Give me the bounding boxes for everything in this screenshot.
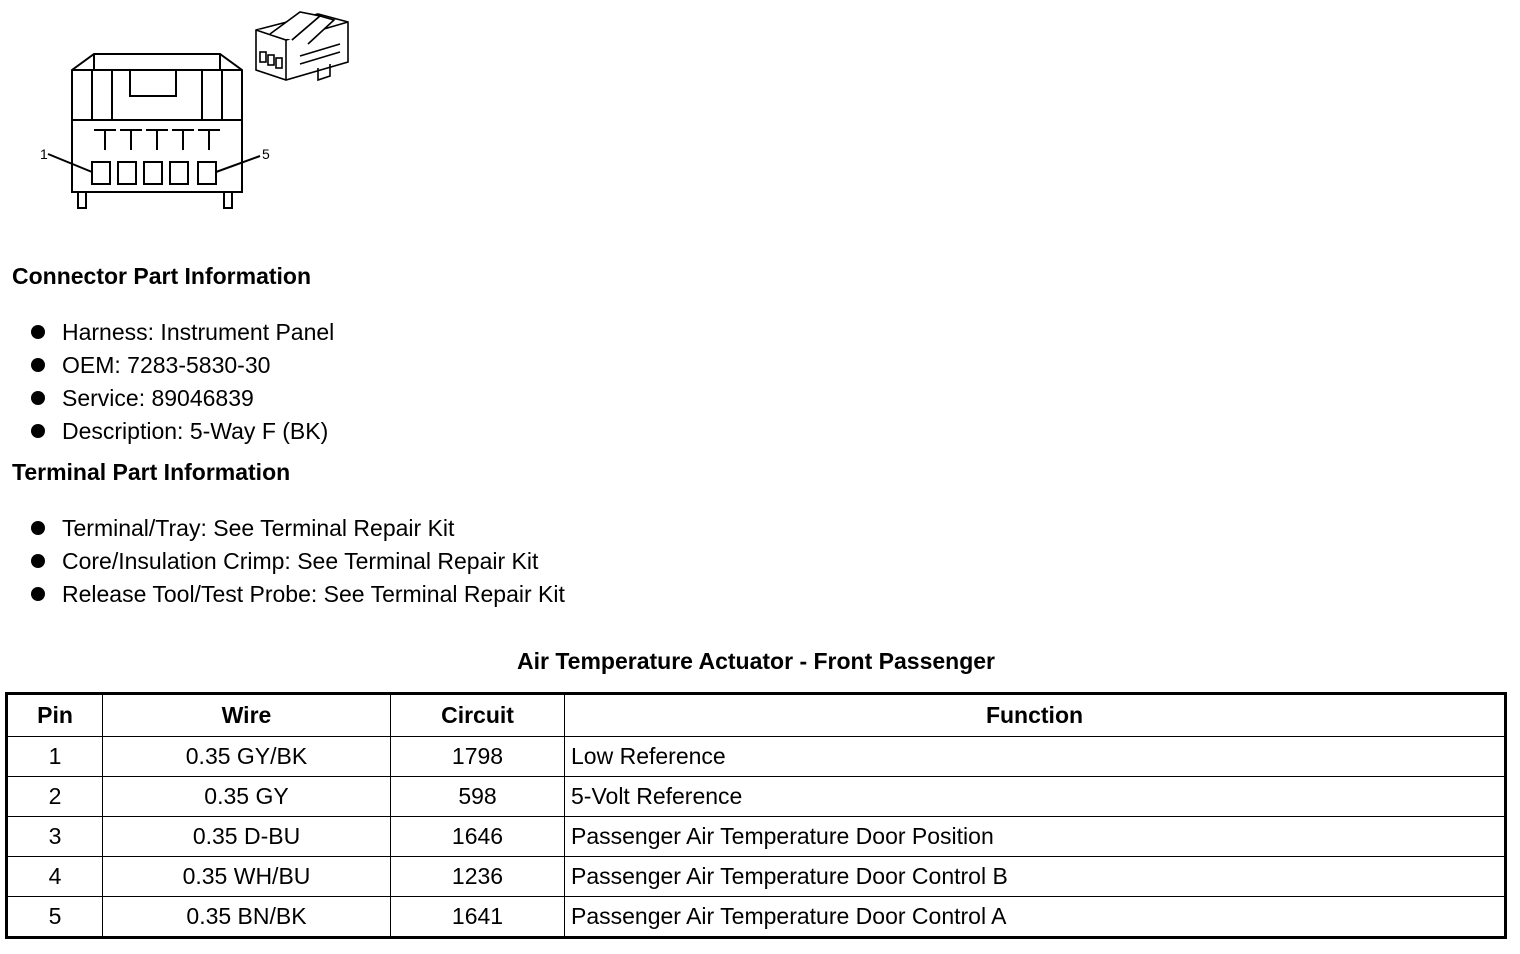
- cell-function: 5-Volt Reference: [565, 777, 1506, 817]
- cell-pin: 2: [7, 777, 103, 817]
- cell-circuit: 1641: [391, 897, 565, 938]
- cell-wire: 0.35 GY: [103, 777, 391, 817]
- table-row: [7, 777, 1506, 817]
- terminal-part-info-heading: Terminal Part Information: [12, 459, 291, 485]
- list-item: Harness: Instrument Panel: [28, 316, 334, 349]
- connector-part-info-list: [28, 316, 334, 448]
- cell-pin: 4: [7, 857, 103, 897]
- cell-circuit: 1646: [391, 817, 565, 857]
- cell-function: Passenger Air Temperature Door Control B: [565, 857, 1506, 897]
- terminal-part-info-list: [28, 512, 565, 611]
- pinout-table: [5, 692, 1507, 939]
- table-row: [7, 817, 1506, 857]
- cell-circuit: 1236: [391, 857, 565, 897]
- cell-wire: 0.35 BN/BK: [103, 897, 391, 938]
- cell-circuit: 1798: [391, 737, 565, 777]
- list-item: Terminal/Tray: See Terminal Repair Kit: [28, 512, 565, 545]
- cell-function: Passenger Air Temperature Door Control A: [565, 897, 1506, 938]
- cell-wire: 0.35 D-BU: [103, 817, 391, 857]
- table-row: [7, 897, 1506, 938]
- table-row: [7, 737, 1506, 777]
- cell-pin: 1: [7, 737, 103, 777]
- cell-pin: 3: [7, 817, 103, 857]
- list-item: Description: 5-Way F (BK): [28, 415, 334, 448]
- cell-function: Low Reference: [565, 737, 1506, 777]
- cell-wire: 0.35 GY/BK: [103, 737, 391, 777]
- list-item: Core/Insulation Crimp: See Terminal Repair Kit: [28, 545, 565, 578]
- cell-wire: 0.35 WH/BU: [103, 857, 391, 897]
- cell-function: Passenger Air Temperature Door Position: [565, 817, 1506, 857]
- connector-isometric-icon: [256, 12, 348, 80]
- header-circuit: Circuit: [391, 694, 565, 737]
- list-item: Release Tool/Test Probe: See Terminal Repair Kit: [28, 578, 565, 611]
- cell-circuit: 598: [391, 777, 565, 817]
- connector-face: [48, 54, 260, 208]
- connector-diagram: [0, 0, 380, 220]
- table-title: Air Temperature Actuator - Front Passenger: [517, 648, 995, 674]
- list-item: Service: 89046839: [28, 382, 334, 415]
- header-function: Function: [565, 694, 1506, 737]
- cell-pin: 5: [7, 897, 103, 938]
- pin-label-5: 5: [262, 146, 270, 162]
- list-item: OEM: 7283-5830-30: [28, 349, 334, 382]
- connector-part-info-heading: Connector Part Information: [12, 263, 312, 289]
- pin-label-1: 1: [40, 146, 48, 162]
- header-pin: Pin: [7, 694, 103, 737]
- table-header-row: [7, 694, 1506, 737]
- header-wire: Wire: [103, 694, 391, 737]
- table-row: [7, 857, 1506, 897]
